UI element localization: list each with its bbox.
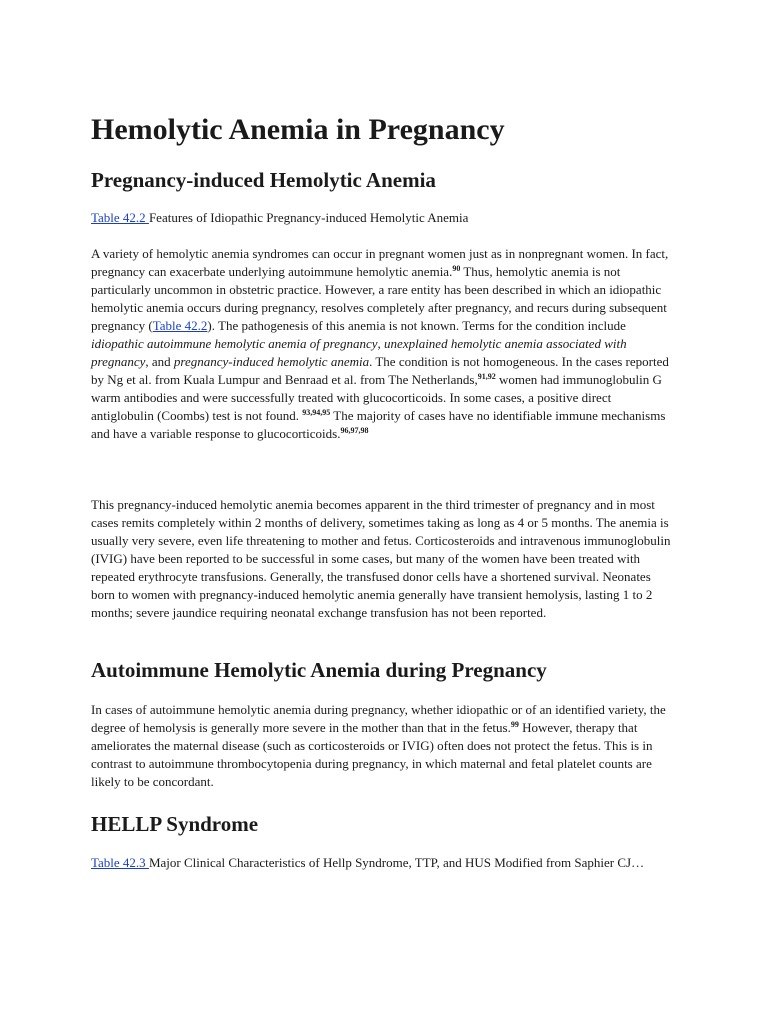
- italic-term: unexplained hemolytic anemia associated with pregnancy: [91, 336, 627, 369]
- citation-superscript: 99: [510, 720, 519, 729]
- table-caption: Features of Idiopathic Pregnancy-induced Hemolytic Anemia: [148, 210, 469, 225]
- table-caption: Major Clinical Characteristics of Hellp Syndrome, TTP, and HUS Modified from Saphier CJ…: [148, 855, 645, 870]
- section-heading-hellp: HELLP Syndrome: [91, 812, 259, 836]
- paragraph-autoimmune: [91, 701, 675, 791]
- text-run: , and: [145, 354, 174, 369]
- text-run: ,: [377, 336, 385, 351]
- paragraph-pregnancy-induced-2: This pregnancy-induced hemolytic anemia becomes apparent in the third trimester of pregnancy and in most cases remits completely within 2 months of delivery, sometimes taking as long as 4 or 5 months. The anemia is usually very severe, even life threatening to mother and fetus. Corticosteroids and intravenous immunoglobulin (IVIG) have been reported to be successful in some cases, but many of the women have been treated with repeated erythrocyte transfusions. Generally, the transfused donor cells have a shortened survival. Neonates born to women with pregnancy-induced hemolytic anemia generally have transient hemolysis, lasting 1 to 2 months; severe jaundice requiring neonatal exchange transfusion has not been reported.: [91, 497, 671, 620]
- page-title: Hemolytic Anemia in Pregnancy: [91, 113, 505, 146]
- text-run: A variety of hemolytic anemia syndromes can occur in pregnant women just as in nonpregnant women. In fact, pregnancy can exacerbate underlying autoimmune hemolytic anemia.: [91, 246, 669, 279]
- table-reference-42-2: [91, 209, 675, 227]
- section-heading-autoimmune: Autoimmune Hemolytic Anemia during Pregnancy: [91, 658, 547, 682]
- paragraph-pregnancy-induced-1: [91, 245, 675, 443]
- table-reference-42-3: [91, 854, 675, 872]
- table-42-2-link[interactable]: Table 42.2: [91, 210, 149, 225]
- text-run: ). The pathogenesis of this anemia is not known. Terms for the condition include: [207, 318, 626, 333]
- text-run: . The condition is not homogeneous. In the cases reported by Ng et al. from Kuala Lumpur and Benraad et al. from The Netherlands,: [91, 354, 669, 387]
- text-run: The majority of cases have no identifiable immune mechanisms and have a variable response to glucocorticoids.: [91, 408, 666, 441]
- citation-superscript: 93,94,95: [302, 408, 331, 417]
- italic-term: pregnancy-induced hemolytic anemia: [173, 354, 370, 369]
- italic-term: idiopathic autoimmune hemolytic anemia of pregnancy: [91, 336, 378, 351]
- citation-superscript: 90: [452, 264, 461, 273]
- text-run: In cases of autoimmune hemolytic anemia during pregnancy, whether idiopathic or of an identified variety, the degree of hemolysis is generally more severe in the mother than that in the fetus.: [91, 702, 666, 735]
- table-42-3-link[interactable]: Table 42.3: [91, 855, 149, 870]
- section-heading-pregnancy-induced: Pregnancy-induced Hemolytic Anemia: [91, 168, 436, 192]
- text-run: Thus, hemolytic anemia is not particularly uncommon in obstetric practice. However, a rare entity has been described in which an idiopathic hemolytic anemia occurs during pregnancy, resolves completely after pregnancy, and recurs during subsequent pregnancy (: [91, 264, 667, 333]
- citation-superscript: 91,92: [477, 372, 496, 381]
- table-42-2-inline-link[interactable]: Table 42.2: [152, 318, 208, 333]
- text-run: However, therapy that ameliorates the maternal disease (such as corticosteroids or IVIG) often does not protect the fetus. This is in contrast to autoimmune thrombocytopenia during pregnancy, in which maternal and fetal platelet counts are likely to be concordant.: [91, 720, 653, 789]
- text-run: women had immunoglobulin G warm antibodies and were successfully treated with glucocorticoids. In some cases, a positive direct antiglobulin (Coombs) test is not found.: [91, 372, 662, 423]
- citation-superscript: 96,97,98: [340, 426, 369, 435]
